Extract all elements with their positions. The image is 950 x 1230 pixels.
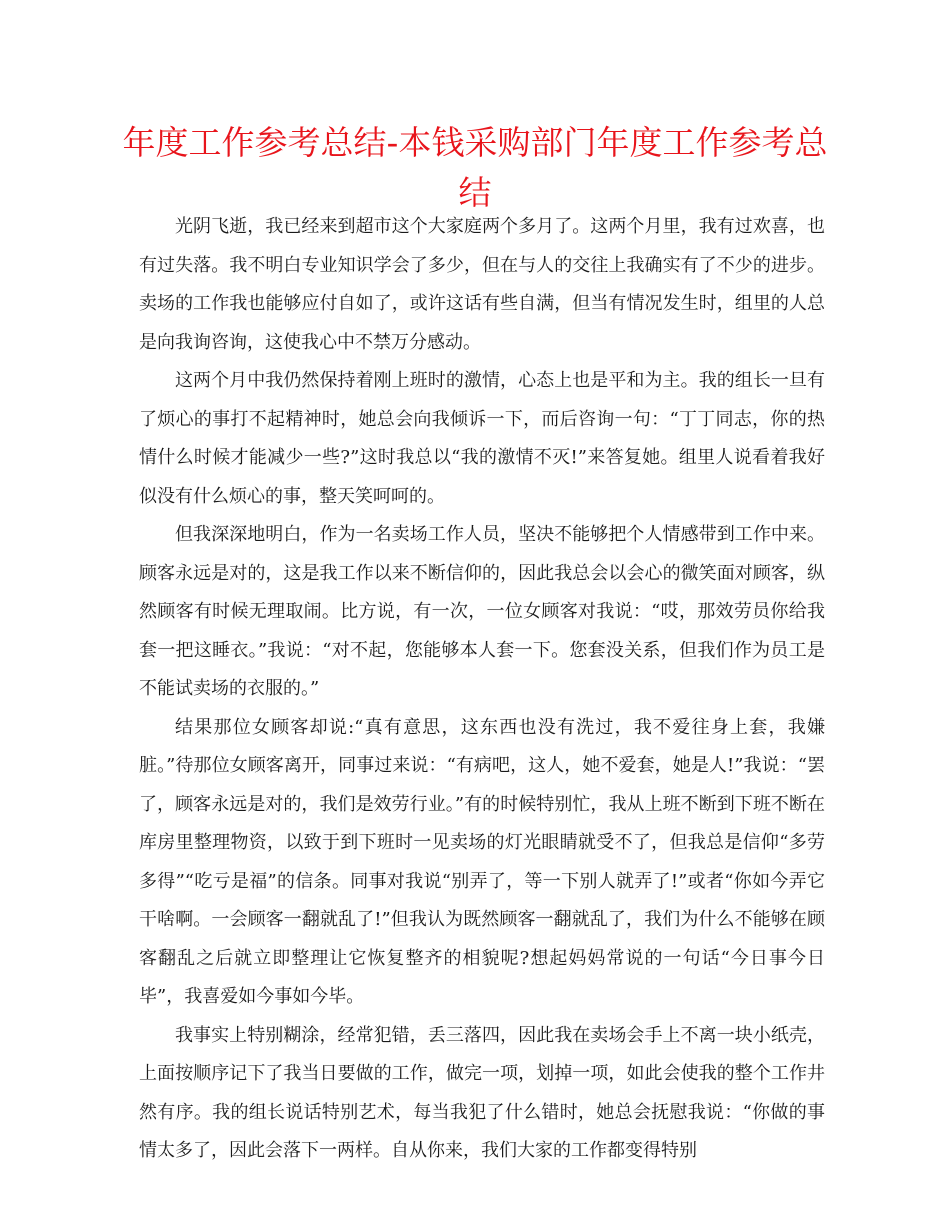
paragraph-2: 这两个月中我仍然保持着刚上班时的激情，心态上也是平和为主。我的组长一旦有了烦心的事打不起精神时，她总会向我倾诉一下，而后咨询一句：“丁丁同志，你的热情什么时候才能减少一些?”这时我总以“我的激情不灭!”来答复她。组里人说看着我好似没有什么烦心的事，整天笑呵呵的。 (139, 370, 825, 507)
paragraph-3: 但我深深地明白，作为一名卖场工作人员，坚决不能够把个人情感带到工作中来。顾客永远是对的，这是我工作以来不断信仰的，因此我总会以会心的微笑面对顾客，纵然顾客有时候无理取闹。比方说，有一次，一位女顾客对我说：“哎，那效劳员你给我套一把这睡衣。”我说：“对不起，您能够本人套一下。您套没关系，但我们作为员工是不能试卖场的衣服的。” (139, 524, 825, 699)
paragraph-4: 结果那位女顾客却说:“真有意思，这东西也没有洗过，我不爱往身上套，我嫌脏。”待那位女顾客离开，同事过来说：“有病吧，这人，她不爱套，她是人!”我说：“罢了，顾客永远是对的，我们是效劳行业。”有的时候特别忙，我从上班不断到下班不断在库房里整理物资，以致于到下班时一见卖场的灯光眼睛就受不了，但我总是信仰“多劳多得”“吃亏是福”的信条。同事对我说“别弄了，等一下别人就弄了!”或者“你如今弄它干啥啊。一会顾客一翻就乱了!”但我认为既然顾客一翻就乱了，我们为什么不能够在顾客翻乱之后就立即整理让它恢复整齐的相貌呢?想起妈妈常说的一句话“今日事今日毕”，我喜爱如今事如今毕。 (139, 716, 825, 1007)
document-title: 年度工作参考总结-本钱采购部门年度工作参考总结 (122, 123, 828, 212)
paragraph-5: 我事实上特别糊涂，经常犯错，丢三落四，因此我在卖场会手上不离一块小纸壳，上面按顺序记下了我当日要做的工作，做完一项，划掉一项，如此会使我的整个工作井然有序。我的组长说话特别艺术，每当我犯了什么错时，她总会抚慰我说：“你做的事情太多了，因此会落下一两样。自从你来，我们大家的工作都变得特别 (139, 1024, 825, 1161)
paragraph-1: 光阴飞逝，我已经来到超市这个大家庭两个多月了。这两个月里，我有过欢喜，也有过失落。我不明白专业知识学会了多少，但在与人的交往上我确实有了不少的进步。卖场的工作我也能够应付自如了，或许这话有些自满，但当有情况发生时，组里的人总是向我询咨询，这使我心中不禁万分感动。 (139, 216, 825, 353)
document-body (139, 208, 825, 1171)
